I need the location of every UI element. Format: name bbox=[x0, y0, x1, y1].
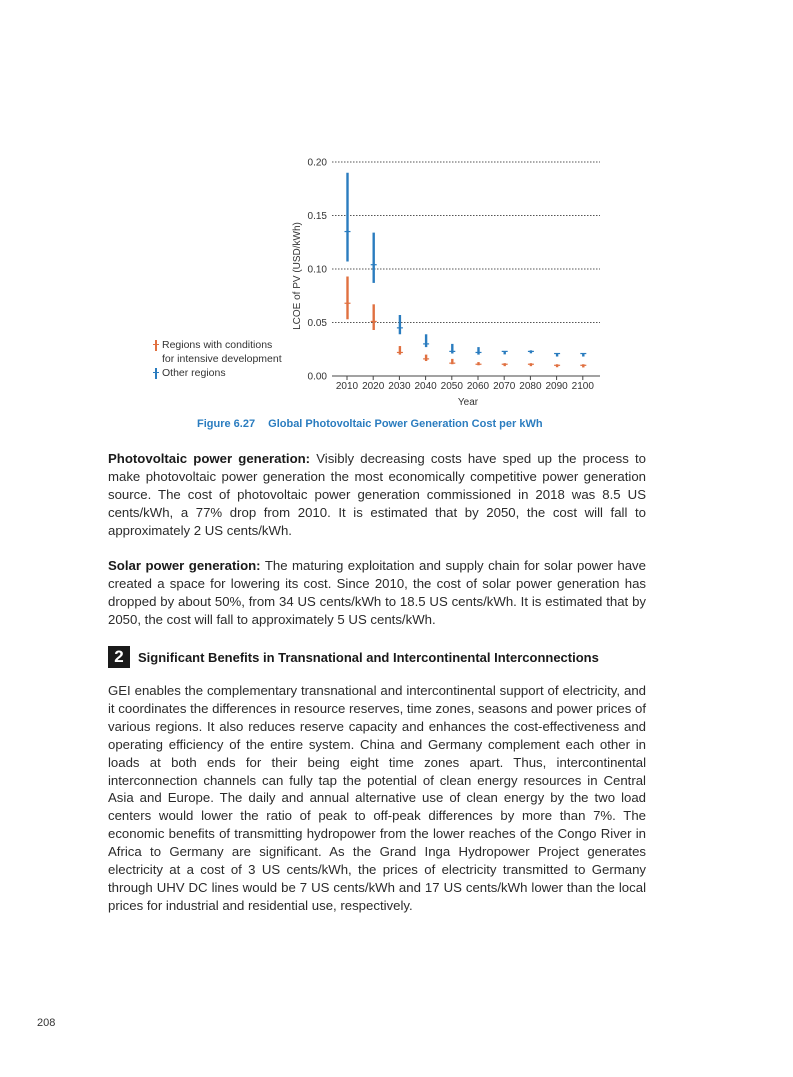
orange-errorbar-icon bbox=[152, 339, 160, 351]
x-tick-label: 2060 bbox=[466, 381, 490, 392]
y-tick-label: 0.20 bbox=[307, 157, 327, 169]
x-tick-label: 2030 bbox=[388, 381, 411, 392]
paragraph-lead: Photovoltaic power generation: bbox=[108, 451, 311, 466]
y-tick-label: 0.10 bbox=[307, 264, 327, 276]
paragraph-text: GEI enables the complementary transnational and intercontinental support of electricity, and it coordinates the differences in resource reserves, time zones, seasons and power prices of various regions. It also reduces reserve capacity and enhances the cost-effectiveness and operating efficiency of the entire system. China and Germany complement each other in loads at both ends for their being eight time zones apart. Thus, intercontinental interconnection channels can fully tap the potential of clean energy resources in Central Asia and Europe. The daily and annual alternative use of clean energy by the two load centers would lower the ratio of peak to off-peak differences by more than 7%. The economic benefits of transmitting hydropower from the lower reaches of the Congo River in Africa to Germany are significant. As the Grand Inga Hydropower Project generates electricity at a cost of 3 US cents/kWh, the prices of electricity transmitted to Germany through UHV DC lines would be 7 US cents/kWh and 17 US cents/kWh lower than the local prices for industrial and residential use, respectively. bbox=[108, 683, 646, 913]
x-axis-label: Year bbox=[457, 397, 479, 408]
figure-number: Figure 6.27 bbox=[197, 418, 256, 430]
x-tick-label: 2050 bbox=[440, 381, 463, 392]
paragraph-solar bbox=[108, 557, 646, 629]
paragraph-photovoltaic bbox=[108, 450, 646, 540]
legend-label-cont: for intensive development bbox=[162, 352, 282, 365]
figure-6-27 bbox=[0, 0, 793, 440]
x-tick-label: 2040 bbox=[414, 381, 437, 392]
chart-legend bbox=[152, 339, 282, 381]
x-tick-label: 2070 bbox=[493, 381, 516, 392]
y-tick-label: 0.00 bbox=[307, 371, 327, 383]
page-number: 208 bbox=[37, 1017, 56, 1029]
y-tick-label: 0.05 bbox=[307, 318, 327, 329]
x-tick-label: 2020 bbox=[362, 381, 385, 392]
section-heading bbox=[108, 646, 599, 668]
x-tick-label: 2100 bbox=[571, 381, 594, 392]
figure-caption bbox=[197, 418, 543, 430]
y-axis-label: LCOE of PV (USD/kWh) bbox=[292, 222, 303, 330]
y-tick-label: 0.15 bbox=[307, 211, 327, 222]
section-number-badge: 2 bbox=[108, 646, 130, 668]
figure-title: Global Photovoltaic Power Generation Cost per kWh bbox=[268, 418, 543, 430]
legend-label: Other regions bbox=[162, 367, 226, 379]
lcoe-chart bbox=[0, 0, 793, 410]
blue-errorbar-icon bbox=[152, 367, 160, 379]
paragraph-text: The maturing exploitation and supply chain for solar power have created a space for lowering its cost. Since 2010, the cost of solar power generation has dropped by about 50%, from 34 US cents/kWh to 18.5 US cents/kWh. It is estimated that by 2050, the cost will fall to approximately 5 US cents/kWh. bbox=[108, 558, 646, 627]
paragraph-gei bbox=[108, 682, 646, 915]
section-title: Significant Benefits in Transnational and Intercontinental Interconnections bbox=[138, 649, 599, 665]
legend-item-other bbox=[152, 367, 282, 381]
paragraph-lead: Solar power generation: bbox=[108, 558, 261, 573]
x-tick-label: 2010 bbox=[335, 381, 359, 392]
legend-item-intensive bbox=[152, 339, 282, 366]
paragraph-text: Visibly decreasing costs have sped up the process to make photovoltaic power generation the most economically competitive power generation source. The cost of photovoltaic power generation commissioned in 2018 was 8.5 US cents/kWh, a 77% drop from 2010. It is estimated that by 2050, the cost will fall to approximately 2 US cents/kWh. bbox=[108, 451, 646, 538]
x-tick-label: 2080 bbox=[519, 381, 542, 392]
x-tick-label: 2090 bbox=[545, 381, 568, 392]
legend-label: Regions with conditions bbox=[162, 339, 273, 351]
